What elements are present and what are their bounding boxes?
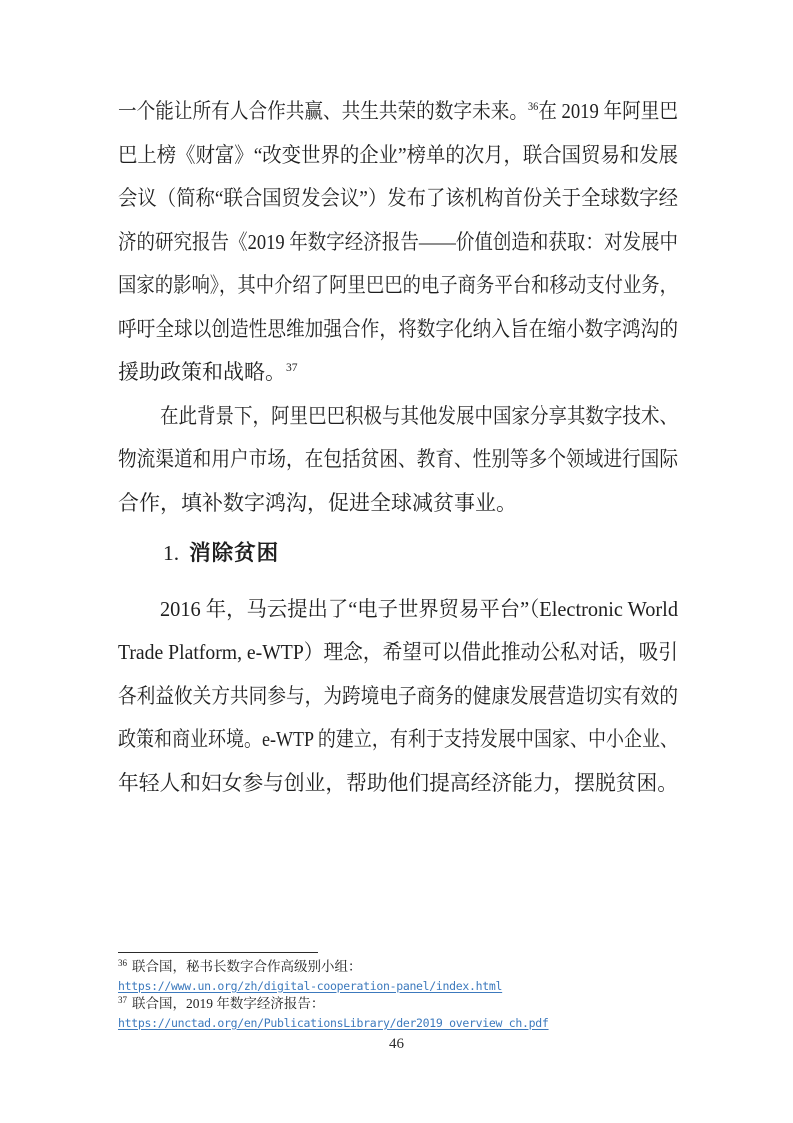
heading-label: 消除贫困 (189, 541, 280, 565)
footnote-label: 联合国，秘书长数字合作高级别小组： (132, 959, 362, 974)
footnote (118, 958, 678, 995)
text-line: 济的研究报告《2019 年数字经济报告——价值创造和获取：对发展中 (118, 229, 678, 254)
text-line: 一个能让所有人合作共赢、共生共荣的数字未来。$^{36}$在 2019 年阿里巴 (118, 99, 678, 123)
footnote-link[interactable]: https://unctad.org/en/PublicationsLibrary/der2019_overview_ch.pdf (118, 1015, 549, 1030)
document-body (118, 90, 678, 805)
page-number: 46 (389, 1036, 404, 1052)
heading-number: 1. (163, 541, 180, 565)
footnote-text (118, 958, 678, 977)
footnote-list (118, 958, 678, 1032)
section-heading (118, 532, 678, 576)
text-line: Trade Platform, e-WTP）理念，希望可以借此推动公私对话，吸引 (118, 640, 678, 664)
text-line: 巴上榜《财富》“改变世界的企业”榜单的次月，联合国贸易和发展 (118, 142, 678, 167)
text-line: 各利益攸关方共同参与，为跨境电子商务的健康发展营造切实有效的 (118, 683, 678, 708)
footnote-marker: 37 (118, 994, 127, 1005)
text-line: 合作，填补数字鸿沟，促进全球减贫事业。 (118, 490, 517, 515)
text-line: 2016 年，马云提出了“电子世界贸易平台”（Electronic World (160, 596, 678, 621)
footnote-text (118, 995, 678, 1014)
footnote (118, 995, 678, 1032)
footnote-label: 联合国，2019 年数字经济报告： (132, 996, 325, 1011)
text-line: 政策和商业环境。e-WTP 的建立，有利于支持发展中国家、中小企业、 (118, 727, 678, 751)
text-line: 会议（简称“联合国贸发会议”）发布了该机构首份关于全球数字经 (118, 186, 678, 210)
footnote-link[interactable]: https://www.un.org/zh/digital-cooperation-panel/index.html (118, 978, 503, 993)
footnotes-section (118, 946, 678, 1032)
text-line: 年轻人和妇女参与创业，帮助他们提高经济能力，摆脱贫困。 (118, 770, 678, 795)
text-line: 在此背景下，阿里巴巴积极与其他发展中国家分享其数字技术、 (160, 403, 678, 428)
text-line: 物流渠道和用户市场，在包括贫困、教育、性别等多个领域进行国际 (118, 447, 678, 471)
text-line: 国家的影响》，其中介绍了阿里巴巴的电子商务平台和移动支付业务， (118, 273, 678, 297)
footnote-marker: 36 (118, 957, 127, 968)
text-line: 援助政策和战略。$^{37}$ (118, 360, 298, 384)
footnote-separator (118, 952, 318, 953)
text-line: 呼吁全球以创造性思维加强合作，将数字化纳入旨在缩小数字鸿沟的 (118, 316, 678, 341)
